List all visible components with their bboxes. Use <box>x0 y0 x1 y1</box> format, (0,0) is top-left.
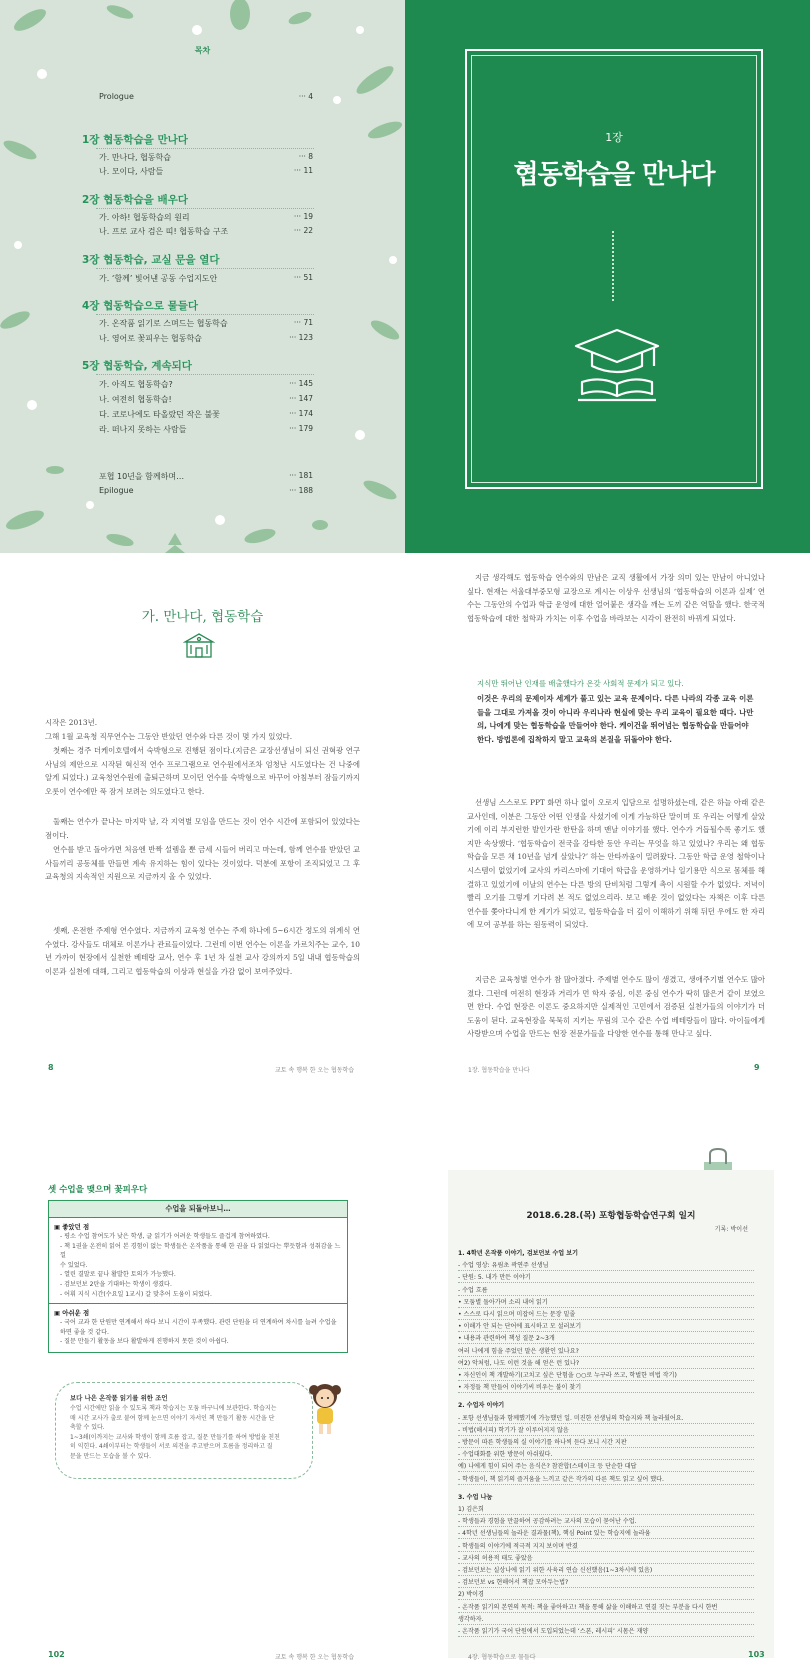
advice-line: 문을 만드는 모습을 볼 수 있다. <box>70 1452 151 1460</box>
toc-chapter-4[interactable]: 4장 협동학습으로 물들다 <box>82 300 199 312</box>
journal-line: - 검보던보는 실상나에 읽기 위한 사육리 연습 신선했음(1~3차시에 있음) <box>458 1565 754 1576</box>
toc-divider <box>96 208 314 209</box>
journal-line: - 학생들의 이야기에 적극적 지지 보이며 반겼 <box>458 1541 754 1552</box>
page-number: 103 <box>748 1650 765 1659</box>
journal-line: - 포항 선생님들과 함께했기에 가능했던 일. 미진한 선생님의 학습지와 책 놀라웠어요. <box>458 1413 754 1424</box>
bad-point: - 국어 교과 한 단원만 연계해서 하다 보니 시간이 부족했다. 관련 단원을 더 연계하여 차시를 늘려 수업을 <box>60 1319 337 1327</box>
toc-item[interactable]: 가. ‘함께’ 빛어낸 공동 수업지도안 <box>99 274 218 283</box>
journal-line: - 온작품 읽기의 본연의 목적: 책을 좋아하고! 책을 통해 삶을 이해하고 연결 짓는 부분을 다시 한번 <box>458 1602 754 1613</box>
toc-item[interactable]: 가. 온작품 읽기로 스며드는 협동학습 <box>99 319 228 328</box>
toc-item[interactable]: 가. 아하! 협동학습의 원리 <box>99 213 190 222</box>
toc-chapter-2[interactable]: 2장 협동학습을 배우다 <box>82 194 188 206</box>
body-paragraph: 지금은 교육청별 연수가 참 많아졌다. 주제별 연수도 많이 생겼고, 생애주기별 연수도 많아졌다. 그런데 여전히 현장과 거리가 먼 학자 중심, 이론 중심 연수가 딱히 많은거 같이 보였으면 한다. 수업 현장은 이론도 중요하지만 실제적인 고민에서 검증된 실천가들의 이야기가 더 도움이 된다. 교육현장을 묵묵히 지키는 무림의 고수 같은 수업 베테랑들이 많다. 아이들에게 사랑받으며 수업을 만드는 현장 전문가들을 다양한 연수를 통해 만나고 싶다. <box>467 975 765 1039</box>
toc-chapter-3[interactable]: 3장 협동학습, 교실 문을 열다 <box>82 254 220 266</box>
journal-line: - 온작품 읽기가 국어 단원에서 도입되었는데 ‘스폰, 레시피’ 시몸은 재양 <box>458 1626 754 1637</box>
section-title: 가. 만나다, 협동학습 <box>141 609 264 625</box>
toc-item[interactable]: 라. 떠나지 못하는 사람들 <box>99 425 187 434</box>
journal-line: 예) 나에게 힘이 되어 주는 음식은? 참잔합(스테이크 등 단순한 대답 <box>458 1461 754 1472</box>
toc-item-page: ··· 19 <box>293 212 313 221</box>
journal-line: - 단원: 5. 내가 만든 이야기 <box>458 1272 754 1283</box>
review-table <box>48 1200 348 1353</box>
toc-cover-spread <box>0 0 810 553</box>
toc-item-page: ··· 145 <box>289 379 313 388</box>
toc-item-page: ··· 51 <box>293 273 313 282</box>
toc-divider <box>96 314 314 315</box>
running-header: 교토 속 행복 한 오는 협동학습 <box>275 1067 355 1074</box>
toc-divider <box>96 374 314 375</box>
girl-character-icon <box>305 1380 345 1440</box>
toc-item[interactable]: 다. 코로나에도 타올랐던 작은 불꽃 <box>99 410 220 419</box>
toc-outro-item[interactable]: Epilogue <box>99 486 134 495</box>
bad-points-title: ▣ 아쉬운 점 <box>54 1309 90 1318</box>
chapter-cover-page <box>405 0 810 553</box>
toc-item[interactable]: 가. 만나다, 협동학습 <box>99 153 171 162</box>
good-point: - 열린 결말로 끝나 활발한 토의가 가능했다. <box>60 1271 176 1279</box>
journal-section-heading: 3. 수업 나눔 <box>458 1493 493 1501</box>
highlight-quote: 지식만 뛰어난 인재를 배출했다가 온갖 사회적 문제가 되고 있다. <box>477 679 684 688</box>
toc-item-page: ··· 123 <box>289 333 313 342</box>
toc-item-page: ··· 147 <box>289 394 313 403</box>
running-header: 교토 속 행복 한 오는 협동학습 <box>275 1654 355 1661</box>
toc-item[interactable]: 나. 영어로 꽃피우는 협동학습 <box>99 334 202 343</box>
advice-bubble <box>55 1382 313 1479</box>
toc-divider <box>96 268 314 269</box>
body-paragraph: 연수를 받고 돌아가면 처음엔 반짝 설렘을 뿐 금세 시들어 버리고 마는데, 함께 연수를 받았던 교사들끼리 공동체를 만들면 계속 유지하는 힘이 있다는 것이었다. 덕분에 포항이 조직되었고 그 후 교육청의 지속적인 지원으로 지금까지 올 수 있었다. <box>45 845 360 882</box>
left-page <box>0 553 405 1110</box>
toc-item[interactable]: 가. 아직도 협동학습? <box>99 380 173 389</box>
advice-line: 1~3쇄(이까지는 교사와 학생이 함께 흐름 잡고, 질문 만들기를 하여 방법을 친친 <box>70 1433 280 1441</box>
body-paragraph: 선생님 스스로도 PPT 화면 하나 없이 오로지 입담으로 설명하셨는데, 같은 하늘 아래 같은 교사인데, 이분은 그동안 어떤 인생을 사셨기에 이게 가능하단 말이며 또 우리는 어떻게 살았기에 이리 부지런한 발인가란 한탄을 하며 맨날 이야기를 했다. 연수가 거듭될수록 좋기도 했지만 속상했다. ‘협동학습이 전국을 강타한 동안 우리는 무엇을 하고 있었나? 우리는 왜 협동학습을 모른 채 10년을 넘게 살았나?’ 하는 안타까움이 밀려왔다. 그동안 학급 운영 철학이나 시스템이 없었기에 교사의 카리스마에 기대어 학급을 운영하거나 일기용만 식으로 몸체를 해결하고 있었기에 이날의 연수는 다른 방의 단비처럼 그렇게 촉이 시원할 수가 없었다. 저녁이 빨리 오기를 그렇게 기다려 본 적도 없었으리라. 보고 배운 것이 없었다는 자책은 이후 다른 연수를 쫓아다니게 한 계기가 되었고, 협동학습을 더 깊이 이해하기 위해 뒤던 우에도 한 자리에 모여 공부를 하는 원동력이 되었다. <box>467 798 765 930</box>
highlight-body: 이것은 우리의 문제이자 세계가 풀고 있는 교육 문제이다. 다른 나라의 각종 교육 이론들을 그대로 가져올 것이 아니라 우리나라 현실에 맞는 우리 교육이 필요한 때다. 나만의, 나에게 맞는 협동학습을 만들어야 한다. 케이건을 뛰어넘는 협동학습을 만들어야 한다. 방법론에 집착하지 말고 교육의 본질을 뒤돌아야 한다. <box>477 694 754 744</box>
toc-chapter-5[interactable]: 5장 협동학습, 계속되다 <box>82 360 192 372</box>
journal-section-heading: 2. 수업자 이야기 <box>458 1402 505 1410</box>
journal-line: - 수업 영상: 유림초 곽연주 선생님 <box>458 1260 754 1271</box>
body-spread <box>0 553 810 1110</box>
journal-line: - 학생들이, 책 읽기의 즐거움을 느끼고 같은 작가의 다른 책도 읽고 싶어 했다. <box>458 1474 754 1485</box>
chapter-title: 협동학습을 만나다 <box>513 160 715 190</box>
body-paragraph: 시작은 2013년. <box>45 718 98 727</box>
body-paragraph: 둘째는 연수가 끝나는 마지막 날, 각 지역별 모임을 만드는 것이 연수 시간에 포함되어 있었다는 점이다. <box>45 817 360 840</box>
chapter-number: 1장 <box>605 131 623 144</box>
page-number: 8 <box>48 1063 54 1072</box>
journal-line: - 비법(해시피) 학기가 잘 이루어지지 않음 <box>458 1425 754 1436</box>
running-header: 4장. 협동학습으로 물들다 <box>468 1654 536 1661</box>
journal-line: 2) 박이경 <box>458 1589 754 1600</box>
running-header: 1장. 협동학습을 만나다 <box>468 1067 530 1074</box>
toc-item-page: ··· 11 <box>293 166 313 175</box>
journal-line: 1) 김은희 <box>458 1504 754 1515</box>
body-paragraph: 지금 생각해도 협동학습 연수와의 만남은 교직 생활에서 가장 의미 있는 만남이 아니었나 싶다. 현재는 서울대부중모형 교장으로 계시는 이상우 선생님의 ‘협동학습의 이론과 실제’ 연수는 그동안의 수업과 학급 운영에 대한 얼어붙은 생각을 깨는 도끼 같은 역할을 했다. 한국적 협동학습에 대한 철학과 가치는 이후 수업을 바라보는 시각이 완전히 바뀌게 되었다. <box>467 573 765 623</box>
advice-line: 축할 수 있다. <box>70 1424 105 1431</box>
journal-line: - 수업대화를 위한 방문이 아쉬웠다. <box>458 1449 754 1460</box>
journal-line: 여2) 악처럼, 나도 이런 것을 해 얻은 런 있나? <box>458 1358 754 1369</box>
journal-line: 여러 나에게 힘을 주었던 말은 생환인 있나요? <box>458 1346 754 1357</box>
school-building-icon <box>183 633 215 659</box>
good-point: 수 있었다. <box>60 1261 88 1269</box>
bad-point: 하면 좋을 것 같다. <box>60 1328 109 1336</box>
journal-section-heading: 1. 4학년 온작품 이야기, 검보던보 수업 보기 <box>458 1250 579 1257</box>
journal-line: - 검보던보 vs 현해어서 책잡 모아두는법? <box>458 1577 754 1588</box>
journal-line: • 이해가 안 되는 단어에 표시하고 모 설러보기 <box>458 1321 754 1332</box>
cover-frame <box>465 49 763 489</box>
body-paragraph: 셋째, 온전한 주제형 연수였다. 지금까지 교육청 연수는 주제 하나에 5~6시간 정도의 위계식 연수였다. 강사들도 대체로 이론가나 관료들이었다. 그런데 이번 연수는 이론을 가르치주는 교수, 10년 가까이 현장에서 실천한 베테랑 교사, 연수 후 1년 차 실천 교사 강의까지 5일 내내 협동학습의 이론과 실천에 대해, 그리고 협동학습의 이상과 현실을 가감 없이 보여주었다. <box>45 926 360 976</box>
toc-item-page: ··· 174 <box>289 409 313 418</box>
toc-item-page: ··· 8 <box>298 152 313 161</box>
advice-line: 수업 시간에만 읽을 수 있도록 책과 학습지는 모둠 바구니에 보관한다. 학습지는 <box>70 1405 277 1412</box>
good-point: - 어휘 지식 시간(수요일 1교시) 갈 맞추어 도움이 되었다. <box>60 1290 212 1298</box>
toc-item[interactable]: 나. 프로 교사 검은 띠! 협동학습 구조 <box>99 227 229 236</box>
graduation-cap-book-icon <box>572 326 662 406</box>
journal-line: - 학생들과 경험을 만끌하여 공감하려는 교사의 모습이 묻어난 수업. <box>458 1516 754 1527</box>
journal-line: 생각하자. <box>458 1614 754 1625</box>
section-heading: 셋 수업을 맺으며 꽃피우다 <box>48 1185 148 1195</box>
good-point: - 책 1권을 온전히 읽어 본 경험이 없는 학생들은 온작품을 통해 한 권을 다 읽었다는 뿌듯함과 성취감을 느낄 <box>60 1242 341 1260</box>
body-paragraph: 그해 1월 교육청 직무연수는 그동안 반았던 연수와 다른 것이 몇 가지 있었다. <box>45 732 293 741</box>
toc-page <box>0 0 405 553</box>
journal-line: - 방문이 따른 학생들의 실 이야기를 하나씩 듣다 보니 시간 지판 <box>458 1437 754 1448</box>
toc-item[interactable]: 나. 여전히 협동학습! <box>99 395 172 404</box>
toc-item-page: ··· 179 <box>289 424 313 433</box>
advice-title: 보다 나은 온작품 읽기를 위한 조언 <box>70 1394 168 1402</box>
journal-line: - 4학년 선생님들의 놀라운 결과물(책), 핵심 Point 있는 학습지에 놀라움 <box>458 1528 754 1539</box>
journal-title: 2018.6.28.(목) 포항협동학습연구회 일지 <box>526 1211 696 1221</box>
good-point: - 검보던보 2탄을 기대하는 학생이 생겼다. <box>60 1280 172 1288</box>
journal-line: - 교사의 허용적 태도 좋았음 <box>458 1553 754 1564</box>
good-points-title: ▣ 좋았던 점 <box>54 1223 90 1231</box>
meeting-journal <box>448 1170 774 1658</box>
journal-line: • 자정들 책 만들어 이야기씨 비우는 불이 찾기 <box>458 1382 754 1393</box>
toc-heading: 목차 <box>194 46 211 55</box>
toc-outro-item[interactable]: 포협 10년을 함께하며… <box>99 472 185 481</box>
advice-line: 히 익힌다. 4쇄이부터는 학생들이 서로 의견을 주고받으며 흐름을 정리하고 질 <box>70 1443 273 1450</box>
page-number: 9 <box>754 1063 760 1072</box>
bad-point: - 질문 만들기 활동을 보다 활발하게 진행하지 못한 것이 아쉽다. <box>60 1338 229 1346</box>
toc-divider <box>96 148 314 149</box>
activity-spread <box>0 1110 810 1661</box>
toc-prologue[interactable]: Prologue <box>99 92 134 101</box>
toc-item[interactable]: 나. 모이다, 사람들 <box>99 167 164 176</box>
journal-writer: 기록: 박이선 <box>714 1226 748 1233</box>
toc-item-page: ··· 22 <box>293 226 313 235</box>
journal-line: • 모둠별 돌아가며 소리 내어 읽기 <box>458 1297 754 1308</box>
toc-item-page: ··· 188 <box>289 486 313 495</box>
toc-item-page: ··· 181 <box>289 471 313 480</box>
page-number: 102 <box>48 1650 65 1659</box>
journal-line: • 자신인이 책 개발하기(고치고 싶은 단험을 ○○로 누구라 쓰고, 학벌한 비법 작기) <box>458 1370 754 1381</box>
body-paragraph: 첫째는 경주 더케이호텔에서 숙박형으로 진행된 점이다.(지금은 교장선생님이 되신 권혁광 연구사님의 제안으로 시작된 혁신적 연수 프로그램으로 연수원에서조차 엄청난 시도였다는 건 나중에 알게 되었다.) 교육청연수원에 출퇴근하며 모이던 연수를 숙박형으로 바꾸어 아침부터 잠들기까지 오롯이 연수에만 푹 잠겨 보려는 의도였다고 한다. <box>45 746 360 796</box>
advice-line: 매 시간 교사가 출로 붙여 함께 눈으면 이야기 자서인 책 만들기 활동 시간을 단 <box>70 1414 275 1422</box>
journal-line: - 수업 흐름 <box>458 1285 754 1296</box>
toc-chapter-1[interactable]: 1장 협동학습을 만나다 <box>82 134 188 146</box>
review-table-title: 수업을 되돌아보니… <box>49 1201 347 1218</box>
toc-item-page: ··· 71 <box>293 318 313 327</box>
dotted-divider <box>612 231 614 301</box>
good-point: - 평소 수업 참여도가 낮은 학생, 글 읽기가 어려운 학생들도 즐겁게 참여하였다. <box>60 1233 270 1240</box>
toc-prologue-page: ··· 4 <box>298 92 313 101</box>
journal-line: • 스스로 다시 읽으며 미잡어 드는 문장 밑줄 <box>458 1309 754 1320</box>
journal-line: • 내용과 관련하여 책성 질문 2~3개 <box>458 1333 754 1344</box>
